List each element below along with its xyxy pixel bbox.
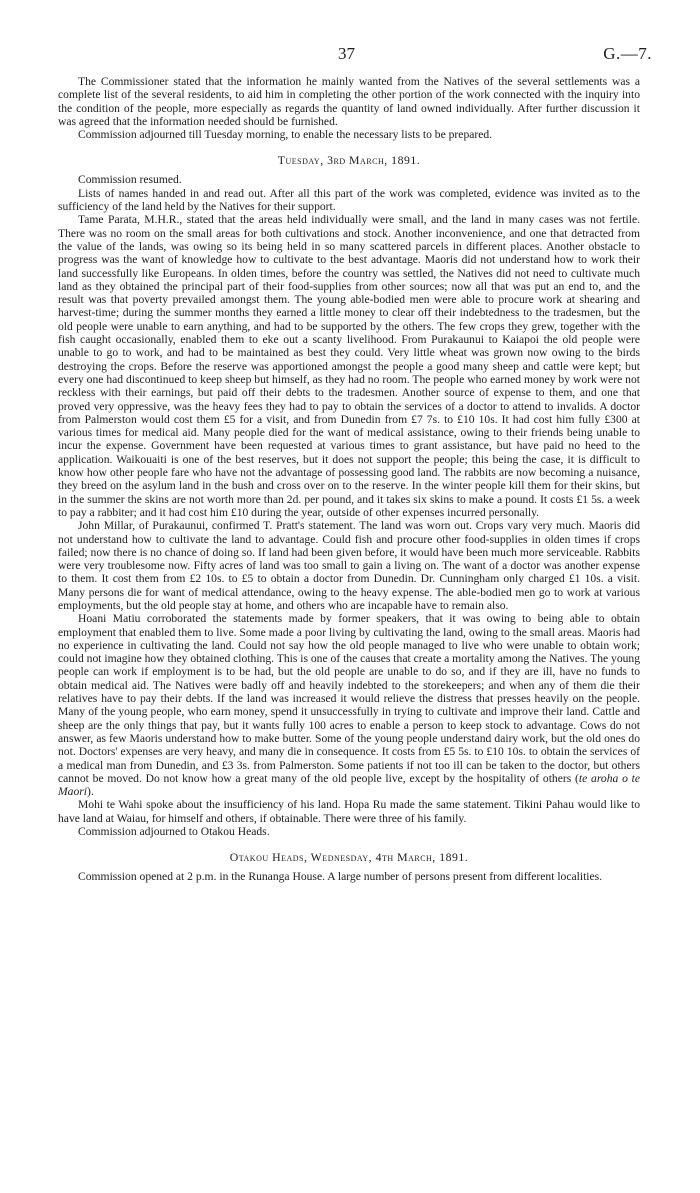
paragraph-hoani-matiu bbox=[58, 612, 640, 798]
page-header bbox=[0, 44, 700, 64]
paragraph-mohi-te-wahi: Mohi te Wahi spoke about the insufficiency of his land. Hopa Ru made the same statement. Tikini Pahau would like to have land at Waiau, for himself and others, if obtainable. There were three of his family. bbox=[58, 798, 640, 825]
document-reference: G.—7. bbox=[603, 44, 652, 63]
paragraph-commission-opened: Commission opened at 2 p.m. in the Runanga House. A large number of persons present from different localities. bbox=[78, 870, 603, 884]
paragraph-lists-of-names: Lists of names handed in and read out. After all this part of the work was completed, evidence was invited as to the sufficiency of the land held by the Natives for their support. bbox=[58, 186, 640, 214]
paragraph-adjourned-otakou: Commission adjourned to Otakou Heads. bbox=[78, 825, 270, 839]
page-number: 37 bbox=[338, 44, 355, 63]
paragraph-commission-resumed: Commission resumed. bbox=[78, 173, 182, 187]
section-heading-otakou-heads: Otakou Heads, Wednesday, 4th March, 1891. bbox=[229, 850, 469, 865]
paragraph-john-millar: John Millar, of Purakaunui, confirmed T. Pratt's statement. The land was worn out. Crops vary very much. Maoris did not understand how to cultivate the land to advantage. Could fish and procure other food-supplies in olden times if crops failed; now there is no chance of doing so. If land had been given before, it would have been much more serviceable. Rabbits were very troublesome now. Fifty acres of land was too small to gain a living on. The want of a doctor was another expense to them. It cost them from £2 10s. to £5 to obtain a doctor from Dunedin. Dr. Cunningham only charged £1 10s. a visit. Many persons die for want of medical attendance, owing to the heavy expense. The able-bodied men go to work at various employments, but the old people stay at home, and others who are incapable have to remain also. bbox=[58, 519, 640, 612]
hoani-matiu-text: Hoani Matiu corroborated the statements made by former speakers, that it was owing to being able to obtain employment that enabled them to live. Some made a poor living by cultivating the land, owing to the small areas. Maoris had no experience in cultivating the land. Could not say how the old people managed to live who were unable to obtain work; could not imagine how they obtained clothing. This is one of the causes that create a mortality among the Natives. The young people can work if employment is to be had, but the old people are unable to do so, and if they are ill, have no funds to obtain medical aid. The Natives were badly off and heavily indebted to the storekeepers; and when any of them die their relatives have to pay their debts. If the land was increased it would relieve the distress that presses heavily on the people. Many of the young people, who earn money, spend it unsuccessfully in trying to cultivate and improve their land. Cattle and sheep are the only things that pay, but it wants fully 100 acres to enable a person to keep stock to advantage. Cows do not answer, as few Maoris understand how to make butter. Some of the young people understand dairy work, but the old ones do not. Doctors' expenses are very heavy, and many die in consequence. It costs from £5 5s. to £10 10s. to obtain the services of a medical man from Dunedin, and £3 3s. from Palmerston. Some patients if not too ill can be taken to the doctor, but others cannot be moved. Do not know how a great many of the old people live, except by the hospitality of others ( bbox=[58, 612, 641, 785]
section-heading-tuesday: Tuesday, 3rd March, 1891. bbox=[277, 153, 421, 168]
paragraph-intro-2: Commission adjourned till Tuesday morning, to enable the necessary lists to be prepared. bbox=[78, 128, 493, 142]
maori-phrase: te aroha o te Maori bbox=[58, 771, 640, 799]
paragraph-tame-parata: Tame Parata, M.H.R., stated that the areas held individually were small, and the land in many cases was not fertile. There was no room on the small areas for both cultivations and stock. Another inconvenience, and one that detracted from the value of the lands, was owing so its being held in so many scattered parcels in different places. Another obstacle to progress was the want of knowledge how to cultivate to the best advantage. Maoris did not understand how to work their land successfully like Europeans. In olden times, before the country was settled, the Natives did not need to cultivate much land as they obtained the principal part of their food-supplies from other sources; now all that was put an end to, and the result was that poverty prevailed amongst them. The young able-bodied men were able to procure work at shearing and harvest-time; during the summer months they earned a little money to clear off their indebtedness to the tradesmen, but the old people were unable to earn anything, and had to be supported by the others. The few crops they grew, together with the fish caught occasionally, enabled them to eke out a scanty livelihood. From Purakaunui to Kaiapoi the old people were unable to go to work, and had to be maintained as best they could. Very little wheat was grown now owing to the birds destroying the crops. Before the reserve was apportioned amongst the people a good many sheep and cattle were kept; but every one had discontinued to keep sheep but himself, as they had no room. The people who earned money by work were not reckless with their earnings, but paid off their debts to the tradesmen. Another source of expense to them, and one that proved very oppressive, was the heavy fees they had to pay to obtain the services of a doctor to attend to invalids. A doctor from Palmerston would cost them £5 for a visit, and from Dunedin from £7 7s. to £10 10s. It had cost him fully £300 at various times for medical aid. Many people died for the want of medical assistance, owing to their friends being unable to incur the expense. Government have been requested at various times to grant assistance, but have paid no heed to the application. Waikouaiti is one of the best reserves, but it does not support the people; this being the case, it is difficult to know how other people fare who have not the advantage of possessing good land. The rabbits are now becoming a nuisance, they breed on the asylum land in the bush and cross over on to the reserve. In the winter people kill them for their skins, but in the summer the skins are not worth more than 2d. per pound, and it takes six skins to make a pound. It costs £1 5s. a week to pay a rabbiter; and it had cost him £10 during the year, outside of other expenses incurred personally. bbox=[58, 213, 640, 519]
closing-punctuation: ). bbox=[86, 785, 94, 799]
paragraph-intro-1: The Commissioner stated that the information he mainly wanted from the Natives of the several settlements was a complete list of the several residents, to aid him in completing the other portion of the work connected with the inquiry into the condition of the people, more especially as regards the quantity of land owned individually. After further discussion it was agreed that the information needed should be furnished. bbox=[58, 75, 640, 128]
document-body bbox=[58, 75, 640, 884]
